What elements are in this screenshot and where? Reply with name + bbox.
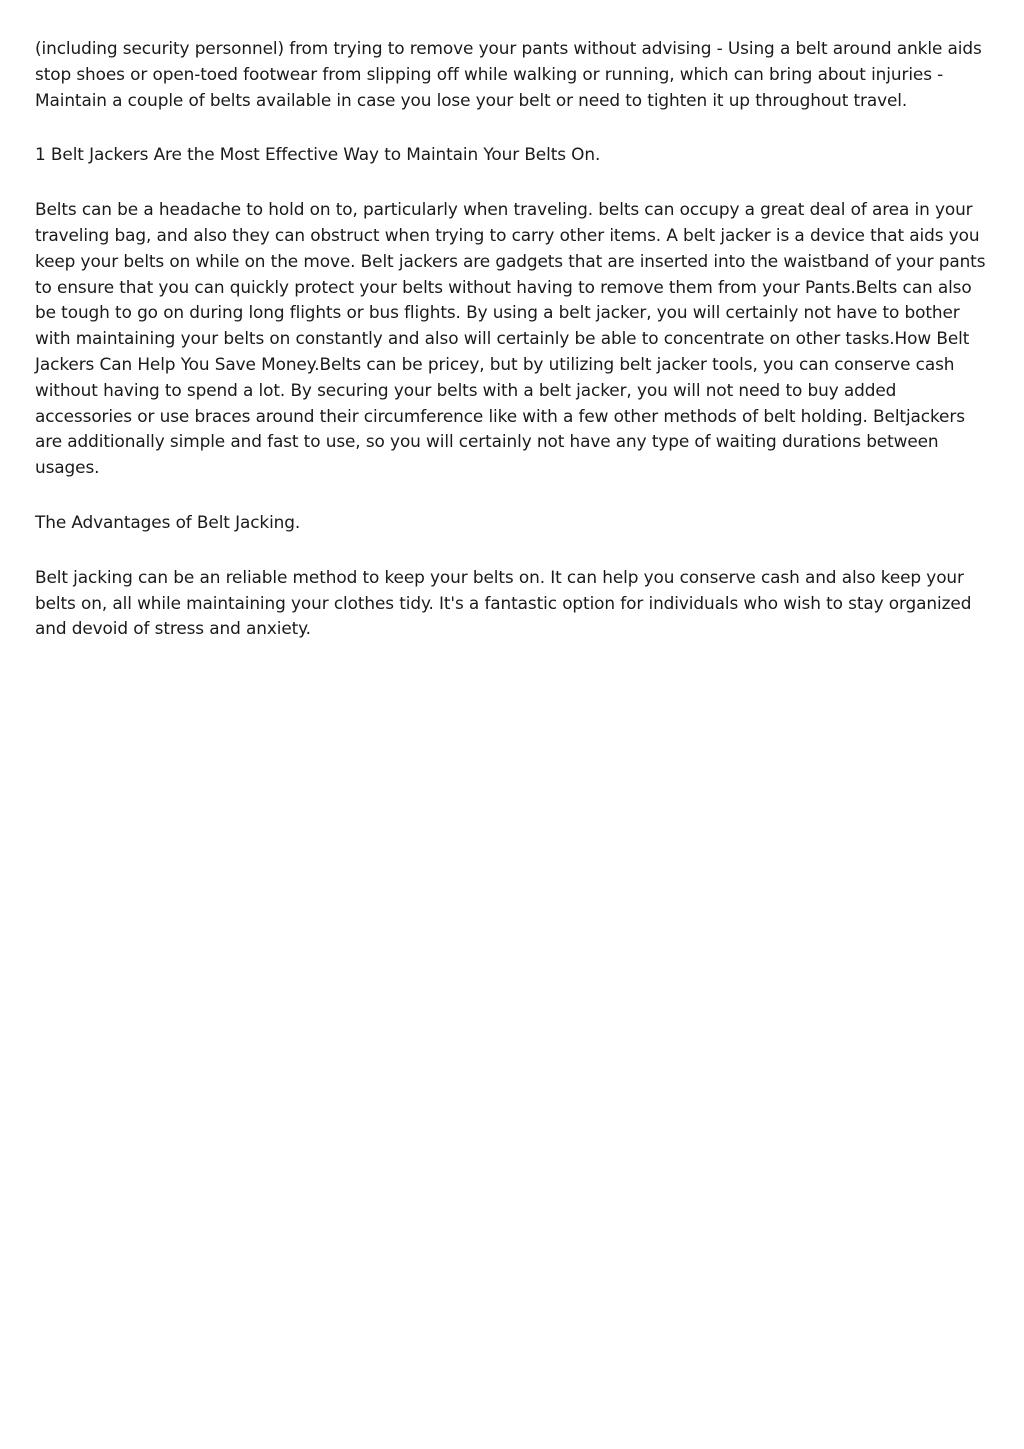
document-body xyxy=(35,36,995,671)
paragraph-belt-jackers: Belts can be a headache to hold on to, particularly when traveling. belts can occupy a great deal of area in your traveling bag, and also they can obstruct when trying to carry other items. A belt jacker is a device that aids you keep your belts on while on the move. Belt jackers are gadgets that are inserted into the waistband of your pants to ensure that you can quickly protect your belts without having to remove them from your Pants.Belts can also be tough to go on during long flights or bus flights. By using a belt jacker, you will certainly not have to bother with maintaining your belts on constantly and also will certainly be able to concentrate on other tasks.How Belt Jackers Can Help You Save Money.Belts can be pricey, but by utilizing belt jacker tools, you can conserve cash without having to spend a lot. By securing your belts with a belt jacker, you will not need to buy added accessories or use braces around their circumference like with a few other methods of belt holding. Beltjackers are additionally simple and fast to use, so you will certainly not have any type of waiting durations between usages. xyxy=(35,199,986,478)
paragraph-intro: (including security personnel) from trying to remove your pants without advising - Using a belt around ankle aids stop shoes or open-toed footwear from slipping off while walking or running, which can bring about injuries - Maintain a couple of belts available in case you lose your belt or need to tighten it up throughout travel. xyxy=(35,38,982,110)
section-heading-advantages: The Advantages of Belt Jacking. xyxy=(35,511,301,532)
paragraph-advantages: Belt jacking can be an reliable method to keep your belts on. It can help you conserve cash and also keep your belts on, all while maintaining your clothes tidy. It's a fantastic option for individuals who wish to stay organized and devoid of stress and anxiety. xyxy=(35,566,972,639)
section-heading-belt-jackers: 1 Belt Jackers Are the Most Effective Way to Maintain Your Belts On. xyxy=(35,144,601,165)
